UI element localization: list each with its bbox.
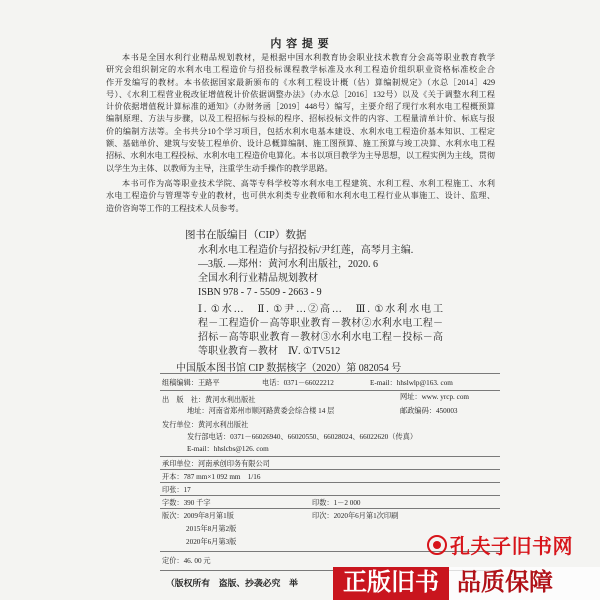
table-rule	[160, 373, 500, 374]
cip-heading: 图书在版编目（CIP）数据	[185, 230, 307, 241]
watermark-slogan-band	[333, 567, 600, 600]
distributor-email: E-mail：hhslcbs@126. com	[187, 445, 269, 453]
table-rule	[160, 456, 500, 457]
summary-paragraph-1	[106, 52, 495, 175]
kongfz-logo-icon	[427, 535, 447, 555]
summary-line: 号）、《水利工程营业税改征增值税计价依据调整办法》（办水总［2016］132号）以及《关于调整水利工程	[106, 89, 495, 99]
summary-line: 造价咨询等工作的工程技术人员参考。	[106, 203, 244, 213]
price: 定价：46. 00 元	[162, 557, 211, 565]
table-rule	[160, 551, 500, 552]
table-rule	[160, 469, 500, 470]
cip-classification	[198, 303, 443, 359]
summary-line: 价的编制方法等。全书共分10个学习项目，包括水利水电基本建设、水利水电工程造价基本知识、工程定	[106, 126, 495, 136]
edition: 2020年6月第3版	[186, 538, 237, 546]
distributor: 发行单位：黄河水利出版社	[162, 421, 249, 429]
summary-line: 作开发编写的教材。本书依据国家最新颁布的《水利工程设计概（估）算编制规定》（水总［2014］429	[106, 77, 495, 87]
copyright-notice: （版权所有 盗版、抄袭必究 举	[166, 578, 298, 588]
classification-line: 等职业教育－教材 Ⅳ. ①TV512	[198, 346, 341, 357]
editor-phone: 电话：0371－66022212	[262, 379, 334, 387]
summary-line: 计价依据增值税计算标准的通知》（办财务函［2019］448号）编写，主要介绍了现行水利水电工程概预算	[106, 102, 495, 112]
watermark-slogan-left: 正版旧书	[333, 567, 449, 600]
cip-line: 水利水电工程造价与招投标/尹红莲，高琴月主编.	[198, 245, 414, 256]
summary-line: 本书是全国水利行业精品规划教材，是根据中国水利教育协会职业技术教育分会高等职业教育教学	[122, 53, 495, 62]
editor-email: E-mail：hhslwlp@163. com	[370, 379, 453, 387]
cip-record-number: 中国版本图书馆 CIP 数据核字（2020）第 082054 号	[176, 363, 402, 374]
summary-line: 额、基础单价、建筑与安装工程单价、设计总概算编制、施工图预算、施工预算与竣工决算、水利水电工程	[106, 139, 495, 149]
watermark-site-name: 孔夫子旧书网	[450, 536, 573, 558]
publisher-website: 网址：www. yrcp. com	[400, 393, 470, 401]
publisher-postcode: 邮政编码：450003	[400, 407, 458, 415]
summary-line: 水电工程造价与管理等专业的教材，也可供水利类专业教师和水利水电工程行业从事施工、设计、监理、	[106, 191, 495, 201]
summary-line: 招标、水利水电工程投标、水利水电工程造价电算化。本书以项目教学为主导思想，以工程实例为主线，贯彻	[106, 151, 495, 161]
printer: 承印单位：河南承创印务有限公司	[162, 460, 270, 468]
cip-line: 全国水利行业精品规划教材	[198, 273, 318, 284]
table-rule	[160, 390, 500, 391]
book-format: 开本：787 mm×1 092 mm 1/16	[162, 473, 261, 481]
edition: 版次：2009年8月第1版	[162, 512, 234, 520]
word-count: 字数：390 千字	[162, 499, 211, 507]
print-run: 印数：1－2 000	[312, 499, 361, 507]
cip-line: —3版. —郑州：黄河水利出版社，2020. 6	[198, 259, 378, 270]
summary-line: 编制原理、方法与步骤，以及工程招标与投标的程序、招标投标文件的内容、工程量清单计价、标底与报	[106, 114, 495, 124]
summary-line: 以学生为主体、以教师为主导，注重学生动手操作的教学思路。	[106, 163, 333, 173]
distributor-phone: 发行部电话：0371－66026940、66020550、66028024、66022620（传真）	[187, 433, 418, 441]
summary-line: 研究会组织制定的水利水电工程造价与招投标课程教学标准及水利工程造价组织职业资格标准校企合	[106, 65, 495, 75]
publisher-address: 地址：河南省郑州市顺河路黄委会综合楼 14 层	[187, 407, 335, 415]
watermark-slogan-right: 品质保障	[449, 567, 600, 600]
edition: 2015年8月第2版	[186, 525, 237, 533]
editor-label: 组稿编辑：王路平	[162, 379, 220, 387]
publisher: 出 版 社：黄河水利出版社	[162, 396, 256, 404]
summary-paragraph-2	[106, 178, 495, 215]
table-rule	[160, 495, 500, 496]
table-rule	[160, 482, 500, 483]
summary-title: 内 容 提 要	[270, 38, 330, 50]
classification-line: Ⅰ. ①水… Ⅱ. ①尹…②高… Ⅲ. ①水利水电工	[198, 304, 443, 315]
cip-record-block	[198, 244, 443, 300]
classification-line: 程－工程造价－高等职业教育－教材②水利水电工程－	[198, 318, 443, 329]
printed-sheets: 印张：17	[162, 486, 191, 494]
summary-line: 本书可作为高等职业技术学院、高等专科学校等水利水电工程建筑、水利工程、水利工程施工、水利	[122, 179, 495, 188]
classification-line: 招标－高等职业教育－教材③水利水电工程－投标－高	[198, 332, 443, 343]
cip-isbn: ISBN 978 - 7 - 5509 - 2663 - 9	[198, 287, 322, 298]
table-rule	[160, 508, 500, 509]
printing: 印次：2020年6月第1次印刷	[312, 512, 399, 520]
